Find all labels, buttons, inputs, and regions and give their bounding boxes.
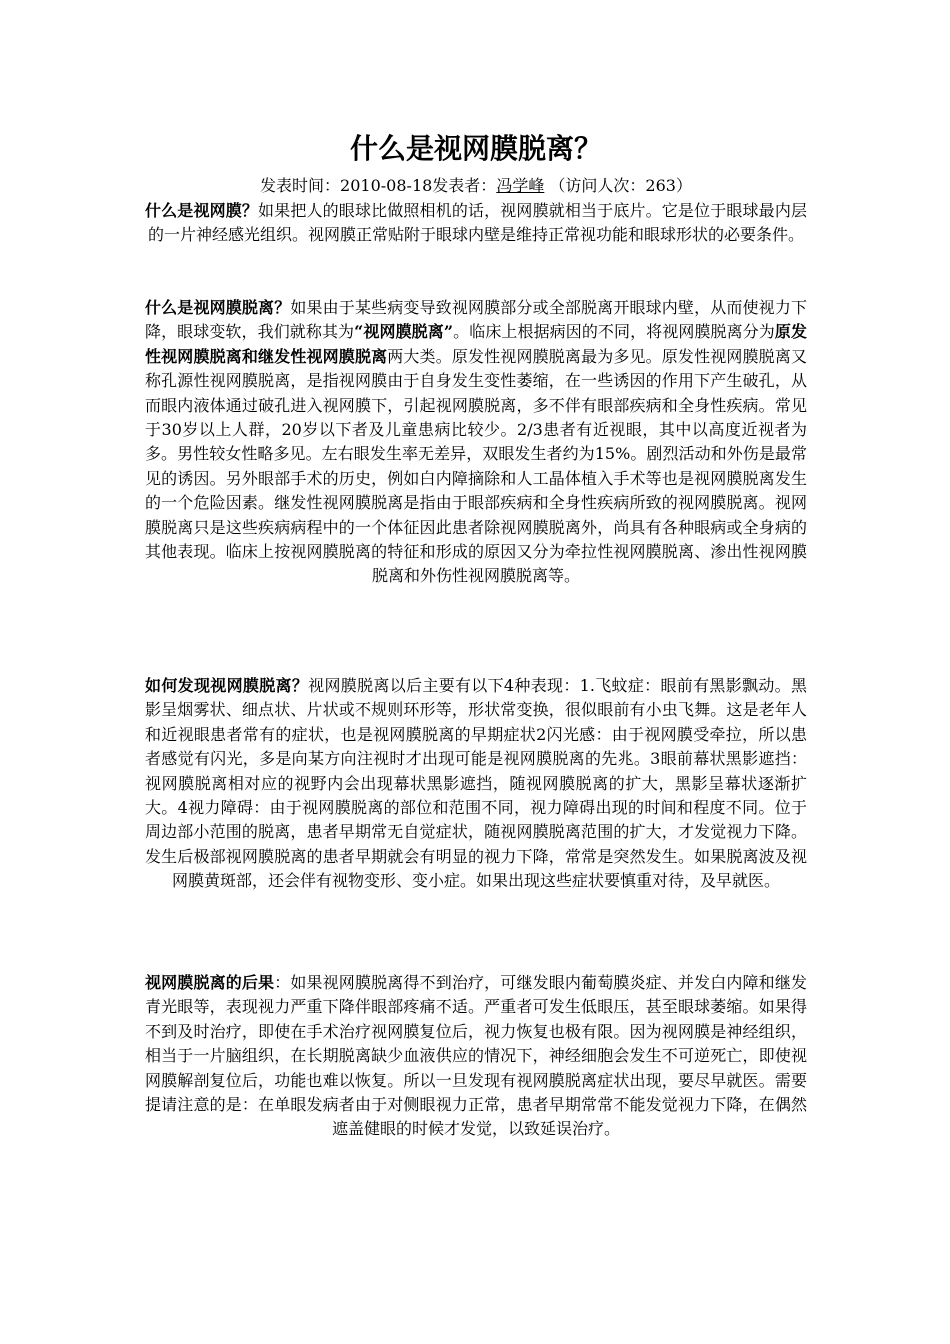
section-text: 视网膜脱离以后主要有以下4种表现：1.飞蚊症：眼前有黑影飘动。黑影呈烟雾状、细点状、片状或不规则环形等，形状常变换，很似眼前有小虫飞舞。这是老年人和近视眼患者常有的症状，也是视网膜脱离的早期症状2闪光感：由于视网膜受牵拉，所以患者感觉有闪光，多是向某方向注视时才出现可能是视网膜脱离的先兆。3眼前幕状黑影遮挡：视网膜脱离相对应的视野内会出现幕状黑影遮挡，随视网膜脱离的扩大，黑影呈幕状逐渐扩大。4视力障碍：由于视网膜脱离的部位和范围不同，视力障碍出现的时间和程度不同。位于周边部小范围的脱离，患者早期常无自觉症状，随视网膜脱离范围的扩大，才发觉视力下降。发生后极部视网膜脱离的患者早期就会有明显的视力下降，常常是突然发生。如果脱离波及视网膜黄斑部，还会伴有视物变形、变小症。如果出现这些症状要慎重对待，及早就医。 [145, 676, 807, 891]
section-text: ：如果视网膜脱离得不到治疗，可继发眼内葡萄膜炎症、并发白内障和继发青光眼等，表现视力严重下降伴眼部疼痛不适。严重者可发生低眼压，甚至眼球萎缩。如果得不到及时治疗，即使在手术治疗视网膜复位后，视力恢复也极有限。因为视网膜是神经组织，相当于一片脑组织，在长期脱离缺少血液供应的情况下，神经细胞会发生不可逆死亡，即使视网膜解剖复位后，功能也难以恢复。所以一旦发现有视网膜脱离症状出现，要尽早就医。需要提请注意的是：在单眼发病者由于对侧眼视力正常，患者早期常常不能发觉视力下降，在偶然遮盖健眼的时候才发觉，以致延误治疗。 [145, 973, 807, 1139]
page-title: 什么是视网膜脱离？ [349, 132, 602, 165]
key-term: “视网膜脱离” [354, 322, 454, 342]
section-text: 。临床上根据病因的不同，将视网膜脱离分为 [453, 322, 775, 342]
author-link[interactable]: 冯学峰 [496, 176, 545, 195]
visit-count: （访问人次：263） [549, 176, 692, 195]
section-heading: 如何发现视网膜脱离？ [145, 676, 309, 695]
section-text: 如果把人的眼球比做照相机的话，视网膜就相当于底片。它是位于眼球最内层的一片神经感光组织。视网膜正常贴附于眼球内壁是维持正常视功能和眼球形状的必要条件。 [147, 201, 807, 245]
section-what-is-retina [145, 199, 807, 248]
published-label: 发表时间： [260, 176, 341, 195]
detachment-types: 原发性视网膜脱离和继发性视网膜脱离 [145, 322, 807, 366]
section-consequences [145, 971, 807, 1142]
section-text: 如果由于某些病变导致视网膜部分或全部脱离开眼球内壁，从而使视力下降，眼球变软，我们就称其为 [145, 298, 807, 342]
article-meta [145, 175, 807, 197]
section-heading: 什么是视网膜脱离？ [145, 298, 291, 317]
author-label: 发表者： [432, 176, 497, 195]
published-date: 2010-08-18 [340, 176, 433, 195]
section-heading: 什么是视网膜？ [145, 201, 259, 220]
section-what-is-detachment [145, 296, 807, 589]
section-text: 两大类。原发性视网膜脱离最为多见。原发性视网膜脱离又称孔源性视网膜脱离，是指视网膜由于自身发生变性萎缩，在一些诱因的作用下产生破孔，从而眼内液体通过破孔进入视网膜下，引起视网膜脱离，多不伴有眼部疾病和全身性疾病。常见于30岁以上人群，20岁以下者及儿童患病比较少。2/3患者有近视眼，其中以高度近视者为多。男性较女性略多见。左右眼发生率无差异，双眼发生者约为15%。剧烈活动和外伤是最常见的诱因。另外眼部手术的历史，例如白内障摘除和人工晶体植入手术等也是视网膜脱离发生的一个危险因素。继发性视网膜脱离是指由于眼部疾病和全身性疾病所致的视网膜脱离。视网膜脱离只是这些疾病病程中的一个体征因此患者除视网膜脱离外，尚具有各种眼病或全身病的其他表现。临床上按视网膜脱离的特征和形成的原因又分为牵拉性视网膜脱离、渗出性视网膜脱离和外伤性视网膜脱离等。 [145, 346, 807, 586]
section-how-to-detect [145, 674, 807, 894]
section-heading: 视网膜脱离的后果 [145, 973, 275, 992]
